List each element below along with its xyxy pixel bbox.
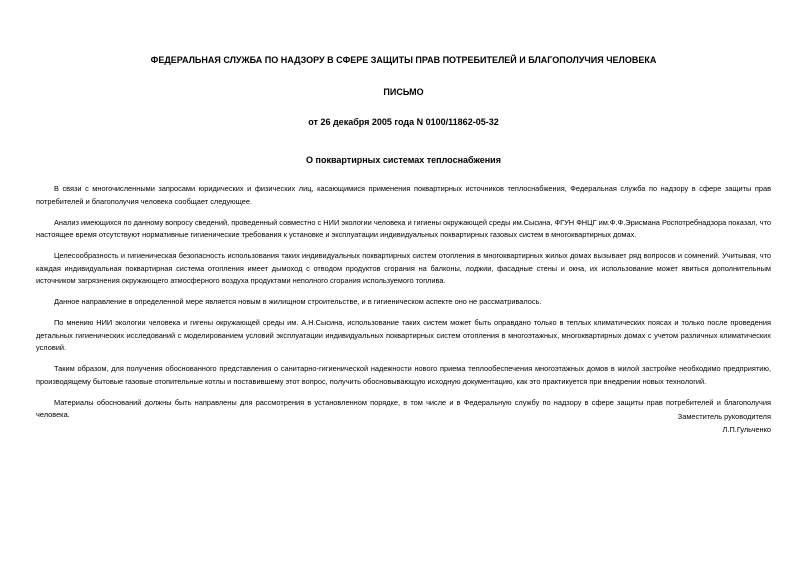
paragraph-1: В связи с многочисленными запросами юридических и физических лиц, касающимися применения поквартирных источников теплоснабжения, Федеральная служба по надзору в сфере защиты прав потребителей и благополучия человека сообщает следующее. <box>36 184 771 206</box>
agency-title: ФЕДЕРАЛЬНАЯ СЛУЖБА ПО НАДЗОРУ В СФЕРЕ ЗАЩИТЫ ПРАВ ПОТРЕБИТЕЛЕЙ И БЛАГОПОЛУЧИЯ ЧЕЛОВЕКА <box>150 55 657 65</box>
document-subject: О поквартирных системах теплоснабжения <box>306 155 501 165</box>
paragraph-5: По мнению НИИ экологии человека и гигены окружающей среды им. А.Н.Сысина, использование таких систем может быть оправдано только в теплых климатических поясах и только после проведения детальных гигиенических исследований с моделированием условий эксплуатации индивидуальных поквартирных систем отопления в многоэтажных, многоквартирных домах с учетом различных климатических условий. <box>36 318 771 352</box>
document-page <box>36 0 771 571</box>
paragraph-4: Данное направление в определенной мере является новым в жилищном строительстве, и в гигиеническом аспекте оно не рассматривалось. <box>54 297 542 306</box>
signatory-name: Л.П.Гульченко <box>722 424 771 434</box>
paragraph-6: Таким образом, для получения обоснованного представления о санитарно-гигиенической надежности нового приема теплообеспечения многоэтажных домов в жилой застройке необходимо предприятию, производящему бытовые газовые отопительные котлы и поставившему этот вопрос, получить обосновывающую исходную документацию, как это практикуется при внедрении новых технологий. <box>36 364 771 386</box>
paragraph-7: Материалы обоснований должны быть направлены для рассмотрения в установленном порядке, в том числе и в Федеральную службу по надзору в сфере защиты прав потребителей и благополучия человека. <box>36 397 771 419</box>
signature-block <box>678 411 771 436</box>
paragraph-3: Целесообразность и гигиеническая безопасность использования таких индивидуальных поквартирных систем отопления в многоквартирных жилых домах вызывает ряд вопросов и сомнений. Учитывая, что каждая индивидуальная поквартирная система отопления имеет дымоход с отводом продуктов сгорания на балконы, лоджии, фасадные стены и окна, их использование может явиться дополнительным источником загрязнения окружающего атмосферного воздуха продуктами неполного сгорания используемого топлива. <box>36 251 771 285</box>
letter-body <box>36 183 771 430</box>
paragraph-2: Анализ имеющихся по данному вопросу сведений, проведенный совместно с НИИ экологии человека и гигиены окружающей среды им.Сысина, ФГУН ФНЦГ им.Ф.Ф.Эрисмана Роспотребнадзора показал, что настоящее время отсутствуют нормативные гигиенические требования к установке и эксплуатации индивидуальных поквартирных газовых систем в многоквартирных домах. <box>36 217 771 239</box>
document-type: ПИСЬМО <box>383 87 424 97</box>
signatory-position: Заместитель руководителя <box>677 412 771 421</box>
document-date-number: от 26 декабря 2005 года N 0100/11862-05-32 <box>308 117 499 127</box>
